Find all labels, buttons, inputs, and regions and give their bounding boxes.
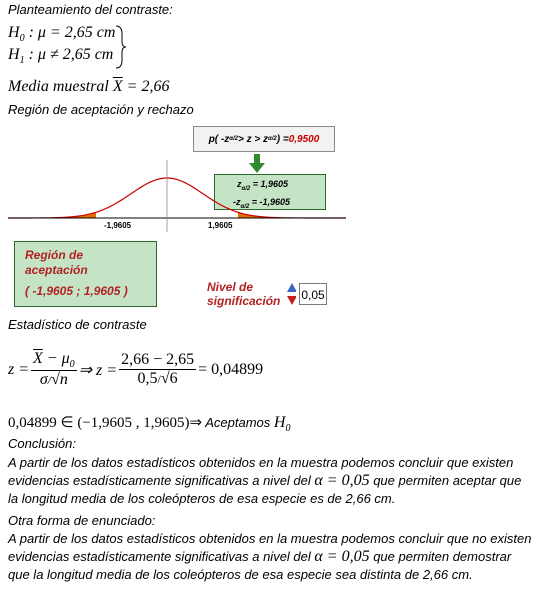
sample-mean: Media muestral $\overline{X} = 2,66$ <box>8 78 170 95</box>
right-critical-tick: 1,9605 <box>208 221 233 230</box>
alternative-title: Otra forma de enunciado: <box>8 513 156 528</box>
conclusion-title: Conclusión: <box>8 436 76 451</box>
hypothesis-h1: $H_1$ : μ ≠ 2,65 cm <box>8 46 114 67</box>
region-interval: ( -1,9605 ; 1,9605 ) <box>25 284 128 298</box>
normal-distribution-chart <box>0 160 350 240</box>
membership-line: 0,04899 ∈ (−1,9605 , 1,9605)⇒ Aceptamos $H_0$ <box>8 414 291 435</box>
z-negative: $-z_{\alpha/2} = -1,9605$ <box>233 196 291 210</box>
probability-box: p( -z α/2 > z > z α/2 ) = 0,9500 <box>193 126 335 152</box>
z-positive: $z_{\alpha/2} = 1,9605$ <box>237 179 289 192</box>
region-title: Región de aceptación y rechazo <box>8 102 194 117</box>
significance-spinner[interactable] <box>286 280 296 308</box>
test-statistic-formula: z = $\frac{\overline{X} - \mu_0}{\sigma/√n}$ ⇒ z = $\frac{2,66 - 2,65}{0,5/√6}$ = 0,04899 <box>8 350 264 389</box>
density-curve <box>8 178 346 218</box>
region-line-1: Región de <box>25 248 84 262</box>
statistic-title: Estadístico de contraste <box>8 317 147 332</box>
alternative-paragraph: A partir de los datos estadísticos obtenidos en la muestra podemos concluir que no existen evidencias estadísticamente significativas a nivel del α = 0,05 que permiten demostrar que la longitud media de los coleópteros de esa especie sea distinta de 2,66 cm. <box>8 531 532 582</box>
significance-label: Nivel de significación <box>207 280 281 308</box>
acceptance-region-box <box>14 241 157 307</box>
conclusion-paragraph: A partir de los datos estadísticos obtenidos en la muestra podemos concluir que existen evidencias estadísticamente significativas a nivel del α = 0,05 que permiten aceptar que la longitud media de los coleópteros de esa especie es de 2,66 cm. <box>8 455 522 506</box>
right-rejection-tail <box>238 212 346 218</box>
left-critical-tick: -1,9605 <box>104 221 132 230</box>
hypothesis-h0: $H_0$ : μ = 2,65 cm <box>8 24 116 45</box>
significance-input[interactable]: 0,05 <box>299 283 327 305</box>
planteamiento-title: Planteamiento del contraste: <box>8 2 173 17</box>
hypothesis-brace <box>114 24 128 70</box>
spinner-down-icon[interactable] <box>287 296 296 305</box>
region-line-2: aceptación <box>25 263 88 277</box>
spinner-up-icon[interactable] <box>287 283 296 292</box>
